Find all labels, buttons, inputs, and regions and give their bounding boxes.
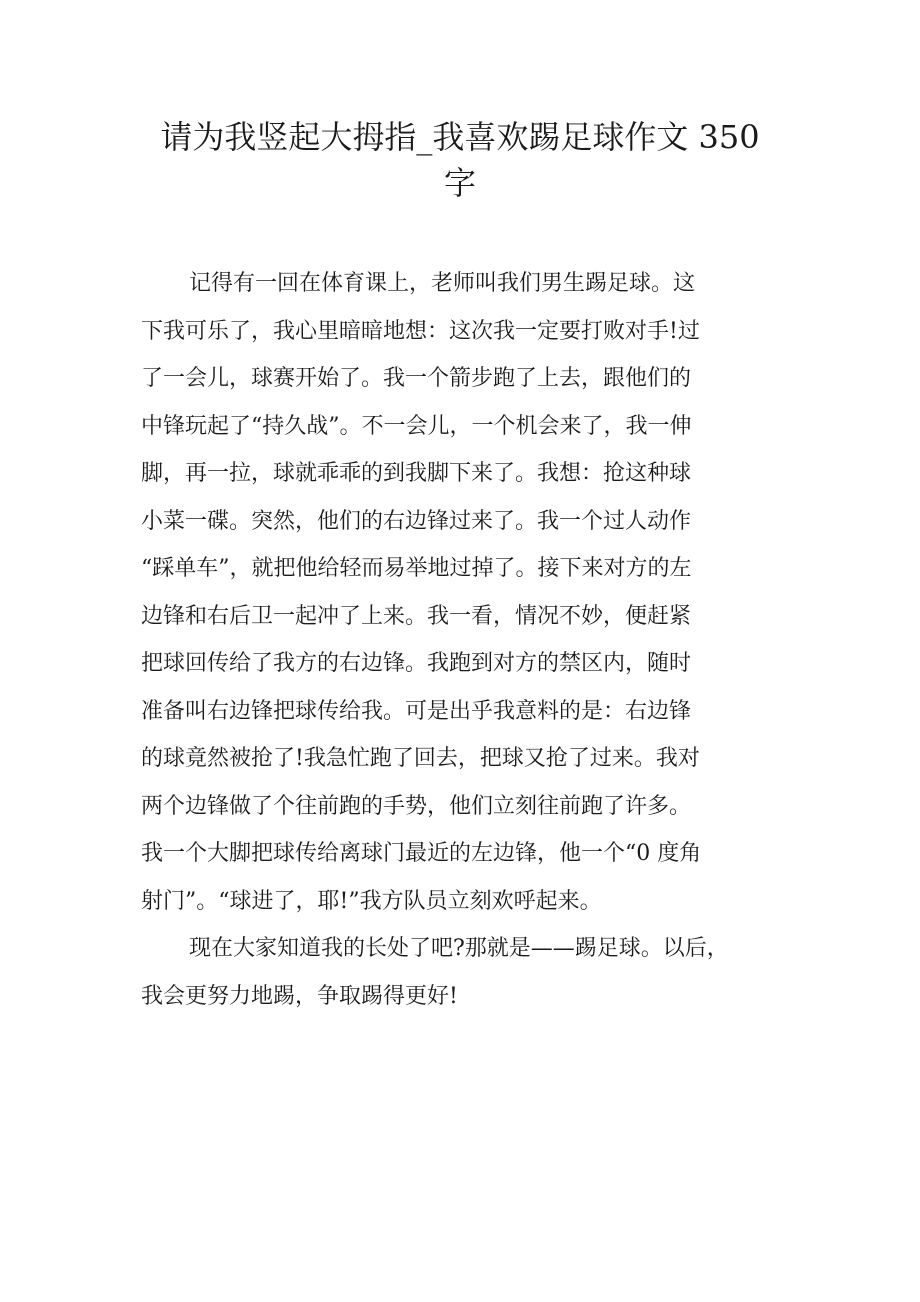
document-body [141,260,781,1020]
paragraph-line: 了一会儿，球赛开始了。我一个箭步跑了上去，跟他们的 [141,366,692,391]
paragraph-line: 两个边锋做了个往前跑的手势，他们立刻往前跑了许多。 [141,793,692,819]
paragraph-line: 我一个大脚把球传给离球门最近的左边锋，他一个“0 度角 [141,841,702,866]
paragraph-line: “踩单车”，就把他给轻而易举地过掉了。接下来对方的左 [141,556,692,581]
paragraph-line: 的球竟然被抢了!我急忙跑了回去，把球又抢了过来。我对 [141,746,700,771]
paragraph-line: 边锋和右后卫一起冲了上来。我一看，情况不妙，便赶紧 [141,603,692,629]
paragraph-line: 中锋玩起了“持久战”。不一会儿，一个机会来了，我一伸 [141,413,692,439]
paragraph-line: 下我可乐了，我心里暗暗地想：这次我一定要打败对手!过 [141,318,700,344]
paragraph-line: 射门”。“球进了，耶!”我方队员立刻欢呼起来。 [141,888,602,914]
paragraph-line: 准备叫右边锋把球传给我。可是出乎我意料的是：右边锋 [141,698,692,724]
title-line-2: 字 [443,164,476,202]
paragraph-line: 记得有一回在体育课上，老师叫我们男生踢足球。这 [189,271,696,296]
title-line-1: 请为我竖起大拇指_我喜欢踢足球作文 350 [160,118,760,156]
document-title [130,114,790,206]
paragraph-1 [141,260,781,925]
paragraph-line: 我会更努力地踢，争取踢得更好! [141,983,458,1009]
paragraph-line: 小菜一碟。突然，他们的右边锋过来了。我一个过人动作 [141,508,692,534]
paragraph-line: 现在大家知道我的长处了吧?那就是——踢足球。以后， [189,936,729,961]
paragraph-2 [141,925,781,1020]
paragraph-line: 把球回传给了我方的右边锋。我跑到对方的禁区内，随时 [141,651,692,676]
paragraph-line: 脚，再一拉，球就乖乖的到我脚下来了。我想：抢这种球 [141,461,692,486]
